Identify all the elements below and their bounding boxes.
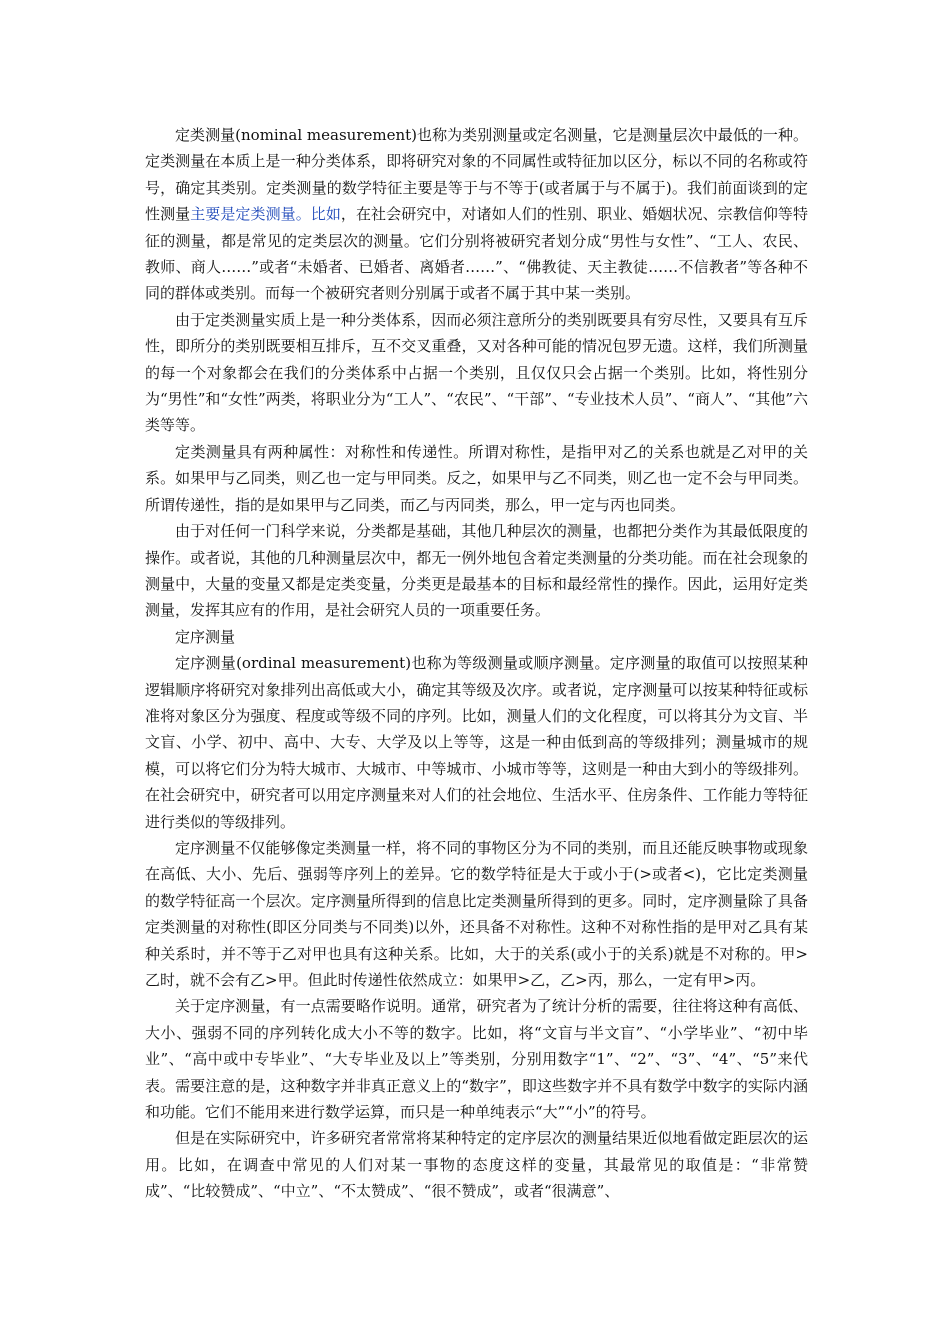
paragraph-nominal-importance: 由于对任何一门科学来说，分类都是基础，其他几种层次的测量，也都把分类作为其最低限度的操作。或者说，其他的几种测量层次中，都无一例外地包含着定类测量的分类功能。而在社会现象的测量中，大量的变量又都是定类变量，分类更是最基本的目标和最经常性的操作。因此，运用好定类测量，发挥其应有的作用，是社会研究人员的一项重要任务。 <box>145 522 808 620</box>
paragraph-text: ，在社会研究中，对诸如人们的性别、职业、婚姻状况、宗教信仰等特征的测量，都是常见的定类层次的测量。它们分别将被研究者划分成“男性与女性”、“工人、农民、教师、商人……”或者“未婚者、已婚者、离婚者……”、“佛教徒、天主教徒……不信教者”等各种不同的群体或类别。而每一个被研究者则分别属于或者不属于其中某一类别。 <box>145 205 808 303</box>
paragraph-ordinal-interval-use: 但是在实际研究中，许多研究者常常将某种特定的定序层次的测量结果近似地看做定距层次的运用。比如，在调查中常见的人们对某一事物的态度这样的变量，其最常见的取值是：“非常赞成”、“比较赞成”、“中立”、“不太赞成”、“很不赞成”，或者“很满意”、 <box>145 1129 808 1201</box>
paragraph-nominal-definition <box>145 122 808 307</box>
paragraph-text: 定类测量(nominal measurement)也称为类别测量或定名测量，它是测量层次中最低的一种。定类测量在本质上是一种分类体系，即将研究对象的不同属性或特征加以区分，标以不同的名称或符号，确定其类别。定类测量的数学特征主要是等于与不等于(或者属于与不属于)。我们前面谈到的定性测量 <box>145 126 808 224</box>
paragraph-ordinal-numeric-codes: 关于定序测量，有一点需要略作说明。通常，研究者为了统计分析的需要，往往将这种有高低、大小、强弱不同的序列转化成大小不等的数字。比如，将“文盲与半文盲”、“小学毕业”、“初中毕业”、“高中或中专毕业”、“大专毕业及以上”等类别，分别用数字“1”、“2”、“3”、“4”、“5”来代表。需要注意的是，这种数字并非真正意义上的“数字”，即这些数字并不具有数学中数字的实际内涵和功能。它们不能用来进行数学运算，而只是一种单纯表示“大”“小”的符号。 <box>145 997 808 1122</box>
section-heading-ordinal: 定序测量 <box>175 627 236 646</box>
document-body <box>145 122 808 1205</box>
paragraph-ordinal-definition: 定序测量(ordinal measurement)也称为等级测量或顺序测量。定序测量的取值可以按照某种逻辑顺序将研究对象排列出高低或大小，确定其等级及次序。或者说，定序测量可以按某种特征或标准将对象区分为强度、程度或等级不同的序列。比如，测量人们的文化程度，可以将其分为文盲、半文盲、小学、初中、高中、大专、大学及以上等等，这是一种由低到高的等级排列；测量城市的规模，可以将它们分为特大城市、大城市、中等城市、小城市等等，这则是一种由大到小的等级排列。在社会研究中，研究者可以用定序测量来对人们的社会地位、生活水平、住房条件、工作能力等特征进行类似的等级排列。 <box>145 654 808 831</box>
highlighted-text: 主要是定类测量。比如 <box>190 205 341 224</box>
paragraph-ordinal-properties: 定序测量不仅能够像定类测量一样，将不同的事物区分为不同的类别，而且还能反映事物或现象在高低、大小、先后、强弱等序列上的差异。它的数学特征是大于或小于(>或者<)，它比定类测量的数学特征高一个层次。定序测量所得到的信息比定类测量所得到的更多。同时，定序测量除了具备定类测量的对称性(即区分同类与不同类)以外，还具备不对称性。这种不对称性指的是甲对乙具有某种关系时，并不等于乙对甲也具有这种关系。比如，大于的关系(或小于的关系)就是不对称的。甲>乙时，就不会有乙>甲。但此时传递性依然成立：如果甲>乙，乙>丙，那么，一定有甲>丙。 <box>145 838 808 989</box>
paragraph-nominal-properties: 定类测量具有两种属性：对称性和传递性。所谓对称性，是指甲对乙的关系也就是乙对甲的关系。如果甲与乙同类，则乙也一定与甲同类。反之，如果甲与乙不同类，则乙也一定不会与甲同类。所谓传递性，指的是如果甲与乙同类，而乙与丙同类，那么，甲一定与丙也同类。 <box>145 442 808 514</box>
paragraph-nominal-exhaustive: 由于定类测量实质上是一种分类体系，因而必须注意所分的类别既要具有穷尽性，又要具有互斥性，即所分的类别既要相互排斥，互不交叉重叠，又对各种可能的情况包罗无遗。这样，我们所测量的每一个对象都会在我们的分类体系中占据一个类别，且仅仅只会占据一个类别。比如，将性别分为“男性”和“女性”两类，将职业分为“工人”、“农民”、“干部”、“专业技术人员”、“商人”、“其他”六类等等。 <box>145 310 808 435</box>
